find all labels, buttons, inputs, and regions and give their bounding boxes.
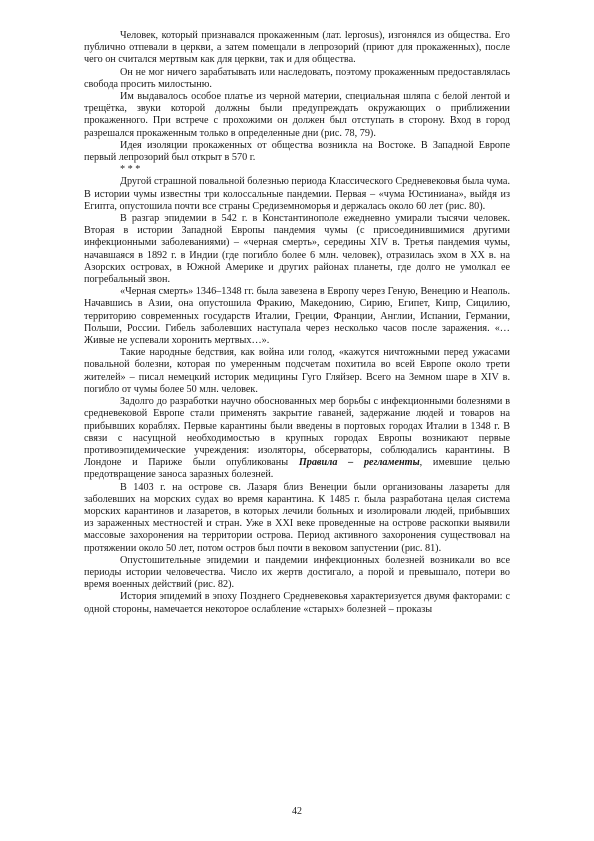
paragraph: История эпидемий в эпоху Позднего Средневековья характеризуется двумя факторами: с одной стороны, намечается некоторое ослабление «старых» болезней – проказы bbox=[84, 591, 510, 615]
paragraph: «Черная смерть» 1346–1348 гг. была завезена в Европу через Геную, Венецию и Неаполь. Начавшись в Азии, она опустошила Фракию, Македонию, Сирию, Египет, Кипр, Сицилию, территорию современных государств Италии, Греции, Франции, Англии, Испании, Германии, Польши, России. Гибель заболевших наступала через несколько часов после заражения. «…Живые не успевали хоронить мертвых…». bbox=[84, 286, 510, 347]
paragraph bbox=[84, 396, 510, 481]
paragraph: Идея изоляции прокаженных от общества возникла на Востоке. В Западной Европе первый лепрозорий был открыт в 570 г. bbox=[84, 139, 510, 164]
section-separator: * * * bbox=[120, 164, 141, 176]
paragraph: Им выдавалось особое платье из черной материи, специальная шляпа с белой лентой и трещётка, звуки которой должны были предупреждать окружающих о приближении прокаженного. При встрече с прохожими он должен был отступать в сторону. Вход в город разрешался прокаженным только в определенные дни (рис. 78, 79). bbox=[84, 91, 510, 139]
paragraph-text: Задолго до разработки научно обоснованных мер борьбы с инфекционными болезнями в средневековой Европе стали применять закрытие гаваней, задержание людей и товаров на прибывших кораблях. Первые карантины были введены в портовых городах Италии в 1348 г. В связи с насущной необходимостью в крупных городах Европы возникают первые противоэпидемические учреждения: изоляторы, обсерваторы, соблюдались карантины. В Лондоне и Париже были опубликованы bbox=[84, 396, 510, 469]
paragraph-text: , имевшие целью предотвращение заноса заразных болезней. bbox=[84, 457, 510, 481]
page-number: 42 bbox=[292, 806, 302, 817]
paragraph: В разгар эпидемии в 542 г. в Константинополе ежедневно умирали тысячи человек. Вторая в истории Западной Европы пандемия чумы (с присоединившимися другими инфекционными заболеваниями) – «черная смерть», середины XIV в. Третья пандемия чумы, начавшаяся в 1892 г. в Индии (где погибло более 6 млн. человек), отразилась эхом в XX в. на Азорских островах, в Южной Америке и других районах планеты, где долго не умолкал ее погребальный звон. bbox=[84, 213, 510, 286]
emphasis-text: Правила – регламенты bbox=[298, 457, 420, 469]
paragraph: Такие народные бедствия, как война или голод, «кажутся ничтожными перед ужасами повальной болезни, которая по умеренным подсчетам похитила во всей Европе около трети жителей» – писал немецкий историк медицины Гуго Гляйзер. Всего на Земном шаре в XIV в. погибло от чумы более 50 млн. человек. bbox=[84, 347, 510, 395]
paragraph: Другой страшной повальной болезнью периода Классического Средневековья была чума. В истории чумы известны три колоссальные пандемии. Первая – «чума Юстиниана», выйдя из Египта, опустошила почти все страны Средиземноморья и держалась около 60 лет (рис. 80). bbox=[84, 176, 510, 212]
document-page bbox=[84, 30, 510, 616]
paragraph: Он не мог ничего зарабатывать или наследовать, поэтому прокаженным предоставлялась свобода просить милостыню. bbox=[84, 66, 510, 90]
paragraph: В 1403 г. на острове св. Лазаря близ Венеции были организованы лазареты для заболевших на морских судах во время карантина. К 1485 г. была разработана целая система морских карантинов и лазаретов, в которых лечили больных и изолировали людей, прибывших из зараженных местностей и стран. Уже в XXI веке проведенные на острове раскопки выявили массовые захоронения на территории острова. Период активного захоронения существовал на протяжении около 50 лет, потом остров был почти в вековом запустении (рис. 81). bbox=[84, 481, 510, 554]
paragraph: Человек, который признавался прокаженным (лат. leprosus), изгонялся из общества. Его публично отпевали в церкви, а затем помещали в лепрозорий (приют для прокаженных), после чего он считался мертвым как для церкви, так и для общества. bbox=[84, 30, 510, 66]
paragraph: Опустошительные эпидемии и пандемии инфекционных болезней возникали во все периоды истории человечества. Число их жертв достигало, а порой и превышало, потери во время военных действий (рис. 82). bbox=[84, 554, 510, 591]
